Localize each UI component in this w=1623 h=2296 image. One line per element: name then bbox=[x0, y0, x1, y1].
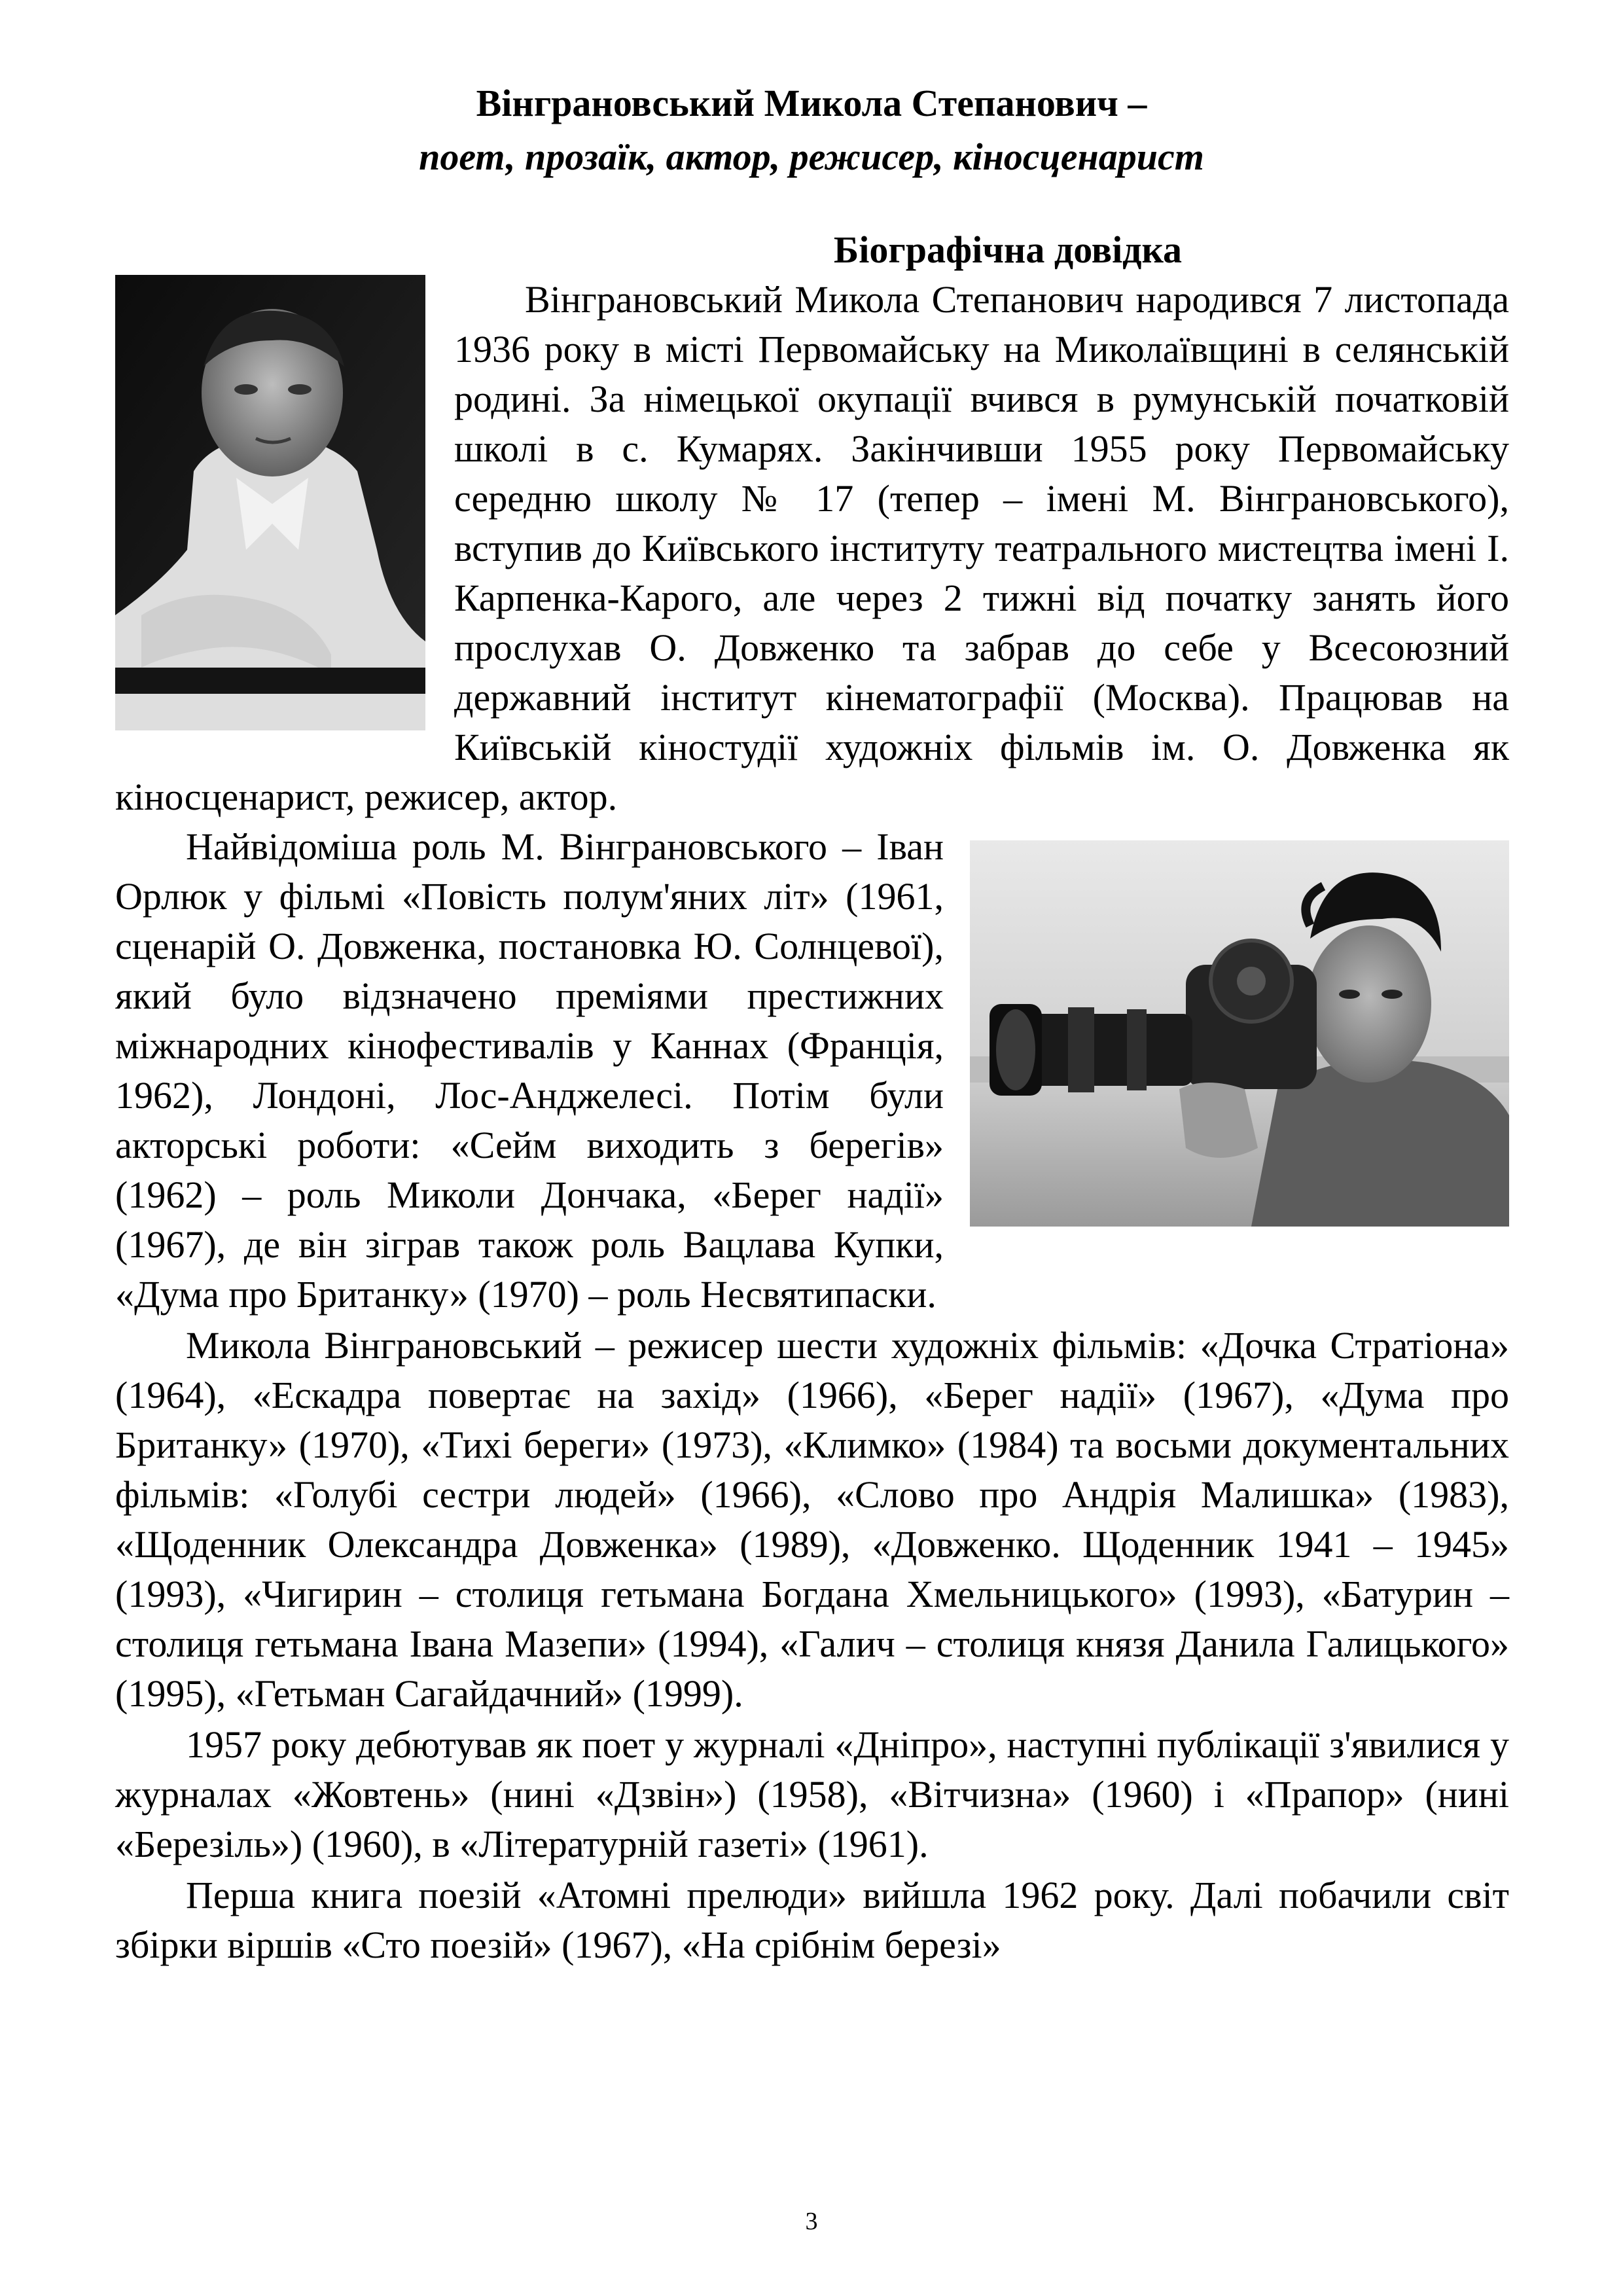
page-title: Вінграновський Микола Степанович – bbox=[476, 82, 1147, 124]
camera-photo bbox=[970, 840, 1509, 1227]
portrait-photo-graphic bbox=[115, 275, 425, 730]
paragraph-2: Найвідоміша роль М. Вінграновського – Іван Орлюк у фільмі «Повість полум'яних літ» (1961, сценарій О. Довженка, постановка Ю. Солнцевої), який було відзначено преміями престижних міжнародних кінофестивалів у Каннах (Франція, 1962), Лондоні, Лос-Анджелесі. Потім були акторські роботи: «Сейм виходить з берегів» (1962) – роль Миколи Дончака, «Берег надії» (1967), де він зіграв також роль Вацлава Купки, «Дума про Британку» (1970) – роль Несвятипаски. bbox=[115, 825, 944, 1316]
article-body bbox=[115, 275, 1509, 1970]
camera-photo-graphic bbox=[970, 840, 1509, 1227]
paragraph-1: Вінграновський Микола Степанович народився 7 листопада 1936 року в місті Первомайську на Миколаївщині в селянській родині. За німецької окупації вчився в румунській початковій школі в с. Кумарях. Закінчивши 1955 року Первомайську середню школу № 17 (тепер – імені М. Вінграновського), вступив до Київського інституту театрального мистецтва імені І. Карпенка-Карого, але через 2 тижні від початку занять його прослухав О. Довженко та забрав до себе у Всесоюзний державний інститут кінематографії (Москва). Працював на Київській кіностудії художніх фільмів ім. О. Довженка як кіносценарист, режисер, актор. bbox=[115, 278, 1509, 818]
portrait-photo bbox=[115, 275, 425, 730]
paragraph-3: Микола Вінграновський – режисер шести художніх фільмів: «Дочка Стратіона» (1964), «Ескадра повертає на захід» (1966), «Берег надії» (1967), «Дума про Британку» (1970), «Тихі береги» (1973), «Климко» (1984) та восьми документальних фільмів: «Голубі сестри людей» (1966), «Слово про Андрія Малишка» (1983), «Щоденник Олександра Довженка» (1989), «Довженко. Щоденник 1941 – 1945» (1993), «Чигирин – столиця гетьмана Богдана Хмельницького» (1993), «Батурин – столиця гетьмана Івана Мазепи» (1994), «Галич – столиця князя Данила Галицького» (1995), «Гетьман Сагайдачний» (1999). bbox=[115, 1324, 1509, 1715]
paragraph-5: Перша книга поезій «Атомні прелюди» вийшла 1962 року. Далі побачили світ збірки віршів «Сто поезій» (1967), «На срібнім березі» bbox=[115, 1874, 1509, 1966]
paragraph-4: 1957 року дебютував як поет у журналі «Дніпро», наступні публікації з'явилися у журналах «Жовтень» (нині «Дзвін») (1958), «Вітчизна» (1960) і «Прапор» (нині «Березіль») (1960), в «Літературній газеті» (1961). bbox=[115, 1723, 1509, 1865]
page-subtitle: поет, прозаїк, актор, режисер, кіносценарист bbox=[419, 135, 1204, 178]
page-number: 3 bbox=[805, 2208, 818, 2235]
section-heading: Біографічна довідка bbox=[833, 228, 1183, 271]
